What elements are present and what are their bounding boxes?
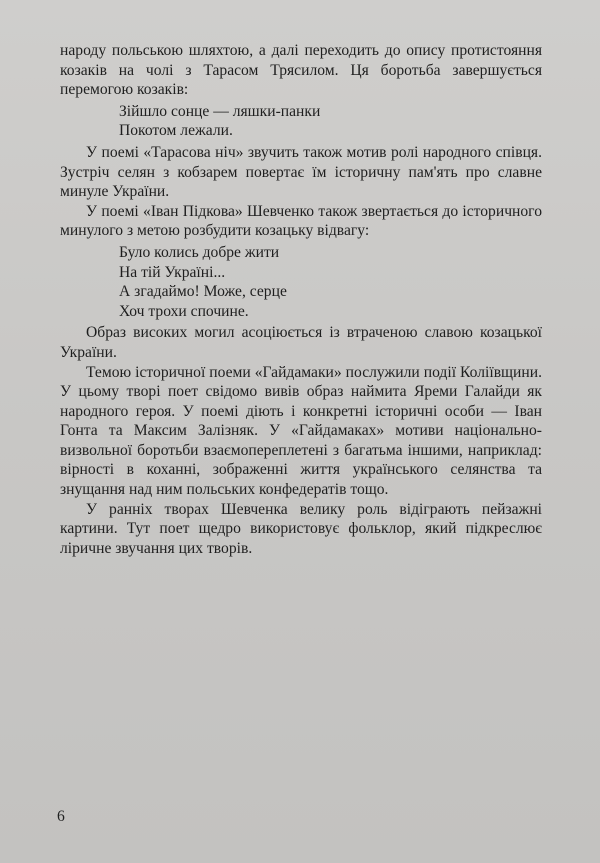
page-number: 6: [57, 808, 65, 825]
verse-line: Покотом лежали.: [119, 122, 233, 140]
verse-line: На тій Україні...: [119, 263, 226, 281]
paragraph: Образ високих могил асоціюється із втраченою славою козацької України.: [60, 324, 542, 361]
verse-line: А згадаймо! Може, серце: [119, 283, 287, 301]
body-text: [60, 41, 542, 558]
verse-quote-1: [119, 102, 542, 141]
paragraph: У поемі «Тарасова ніч» звучить також мотив ролі народного співця. Зустріч селян з кобзарем повертає їм історичну пам'ять про славне минуле України.: [60, 143, 542, 201]
verse-line: Зійшло сонце — ляшки-панки: [119, 102, 321, 120]
paragraph: Темою історичної поеми «Гайдамаки» послужили події Коліївщини. У цьому творі поет свідомо вивів образ наймита Яреми Галайди як народного героя. У поемі діють і конкретні історичні особи — Іван Гонта та Максим Залізняк. У «Гайдамаках» мотиви національно-визвольної боротьби взаємопереплетені з багатьма іншими, наприклад: вірності в коханні, зображенні життя українського селянства та знущання над ним польських конфедератів тощо.: [60, 363, 542, 499]
verse-line: Було колись добре жити: [119, 243, 280, 261]
verse-line: Хоч трохи спочине.: [119, 302, 249, 320]
verse-quote-2: [119, 243, 542, 321]
paragraph: У поемі «Іван Підкова» Шевченко також звертається до історичного минулого з метою розбудити козацьку відвагу:: [60, 202, 542, 240]
paragraph-continuation: народу польською шляхтою, а далі переходить до опису протистояння козаків на чолі з Тарасом Трясилом. Ця боротьба завершується перемогою козаків:: [60, 42, 542, 99]
paragraph: У ранніх творах Шевченка велику роль відіграють пейзажні картини. Тут поет щедро використовує фольклор, який підкреслює ліричне звучання цих творів.: [60, 500, 542, 557]
